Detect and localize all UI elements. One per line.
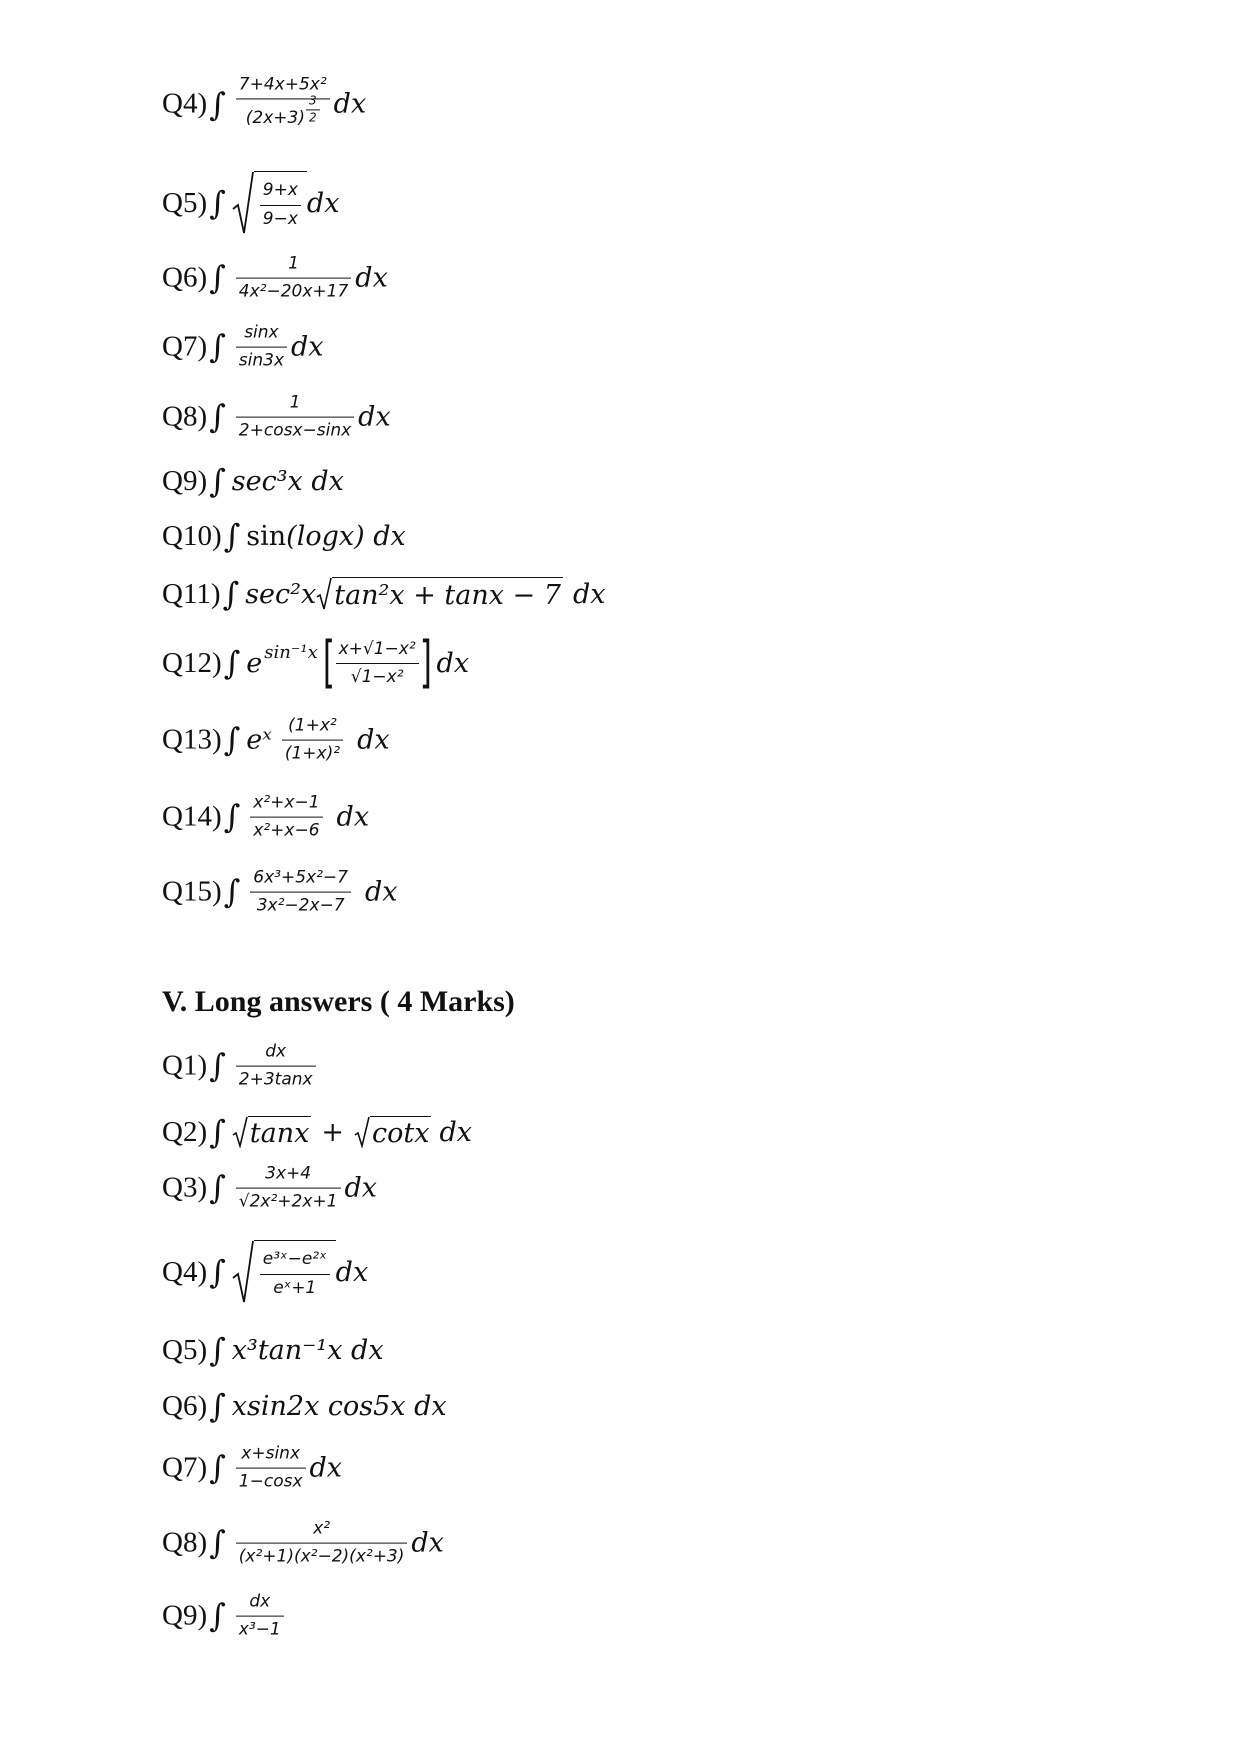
question-label: Q15) [162,875,222,908]
fraction [336,639,419,688]
numerator: x+sinx [241,1443,301,1464]
prefactor: sec²x [245,578,317,610]
numerator: 3x+4 [265,1163,312,1184]
long-question-q7 [162,1444,342,1493]
right-bracket: ] [419,630,432,695]
denominator: sin3x [238,351,285,371]
numerator: x²+x−1 [253,792,320,813]
question-q15 [162,868,397,917]
long-question-q2 [162,1113,472,1151]
integral-sign: ∫ [209,1597,226,1635]
integral-sign: ∫ [223,644,241,682]
question-q6 [162,254,388,303]
numerator: 9+x [262,180,298,201]
fraction [260,1249,330,1298]
fraction [236,254,352,303]
numerator: 6x³+5x²−7 [253,867,348,888]
question-q11 [162,577,605,611]
plus-sign: + [321,1116,344,1148]
denominator: 9−x [262,208,298,229]
prefactor: eˣ [246,724,272,756]
question-label: Q12) [162,646,222,679]
long-question-q8 [162,1519,444,1568]
question-q12 [162,630,470,695]
long-question-q5 [162,1331,384,1369]
denominator: 2+cosx−sinx [238,421,352,441]
radicand: cotx [371,1118,430,1149]
integral-sign: ∫ [223,517,241,555]
denominator: eˣ+1 [273,1277,317,1298]
dx: dx [436,647,470,679]
denominator: √2x²+2x+1 [238,1192,338,1212]
denominator: 1−cosx [238,1472,303,1492]
integral-sign: ∫ [209,1047,226,1085]
radical-sign-icon [316,577,332,611]
integral-sign: ∫ [209,1524,226,1562]
question-label: Q6) [162,261,208,294]
square-root [232,171,307,235]
question-label: Q6) [162,1389,208,1422]
dx: dx [358,401,391,433]
denominator-base: (2x+3) [245,108,305,129]
numerator: x+√1−x² [338,638,416,659]
denominator: x³−1 [238,1620,281,1640]
question-label: Q10) [162,519,222,552]
left-bracket: [ [322,630,335,695]
numerator: x² [313,1518,331,1539]
long-question-q3 [162,1164,377,1213]
question-q14 [162,793,369,842]
exponent-numerator: 3 [309,93,317,108]
long-question-q1 [162,1042,320,1091]
question-label: Q4) [162,1255,208,1288]
fraction [236,1444,306,1493]
question-label: Q9) [162,1599,208,1632]
square-root [232,1240,336,1304]
question-q10 [162,517,406,555]
dx: dx [335,1256,369,1288]
fraction [236,1592,284,1641]
dx: dx [291,331,324,363]
radicand: tanx [249,1118,310,1149]
integral-sign: ∫ [209,328,226,366]
numerator: 7+4x+5x² [238,74,327,95]
question-label: Q1) [162,1049,208,1082]
numerator: (1+x² [288,715,337,736]
integral-sign: ∫ [209,1253,226,1291]
dx: dx [333,88,367,120]
integrand: (logx) dx [286,520,406,552]
integral-sign: ∫ [223,798,241,836]
numerator: 1 [289,392,301,413]
fraction [236,1042,316,1091]
dx: dx [355,262,388,294]
fraction [236,74,330,133]
question-label: Q2) [162,1115,208,1148]
question-label: Q7) [162,1451,208,1484]
square-root [354,1116,431,1148]
question-label: Q5) [162,1333,208,1366]
integral-sign: ∫ [223,721,241,759]
question-label: Q5) [162,186,208,219]
question-label: Q9) [162,464,208,497]
exponent: sin⁻¹x [264,642,318,663]
dx: dx [336,801,370,833]
radical-sign-icon [354,1116,370,1148]
dx: dx [572,578,606,610]
question-q4 [162,74,366,133]
radical-sign-icon [232,1116,248,1148]
question-label: Q8) [162,1526,208,1559]
question-q5 [162,171,339,235]
dx: dx [364,876,398,908]
question-label: Q8) [162,400,208,433]
function-name: sin [246,520,287,552]
numerator: 1 [288,253,299,274]
radical-sign-icon [232,171,254,235]
integrand: x³tan⁻¹x dx [231,1334,384,1366]
radical-sign-icon [232,1240,254,1304]
integral-sign: ∫ [209,1331,226,1369]
integrand: sec³x dx [231,465,344,497]
denominator: 3x²−2x−7 [256,896,345,916]
denominator: (1+x)² [284,744,341,764]
dx: dx [309,1452,343,1484]
square-root [316,577,563,611]
question-label: Q3) [162,1171,208,1204]
integral-sign: ∫ [209,184,226,222]
fraction [282,716,343,765]
question-q7 [162,323,324,372]
numerator: e³ˣ−e²ˣ [262,1249,327,1270]
question-label: Q13) [162,723,222,756]
fraction [236,1164,341,1213]
long-question-q9 [162,1592,288,1641]
denominator: 4x²−20x+17 [238,282,349,302]
integral-sign: ∫ [209,1113,226,1151]
question-label: Q14) [162,800,222,833]
denominator: (x²+1)(x²−2)(x²+3) [238,1547,405,1567]
integral-sign: ∫ [209,1449,226,1487]
question-label: Q11) [162,577,221,610]
exponent-denominator: 2 [309,110,317,125]
integral-sign: ∫ [209,259,226,297]
integral-sign: ∫ [209,84,226,123]
integral-sign: ∫ [209,1387,226,1425]
fraction [250,868,351,917]
integral-sign: ∫ [223,873,241,911]
denominator: x²+x−6 [253,821,320,841]
fraction [260,180,301,229]
fraction [250,793,322,842]
dx: dx [306,187,340,219]
dx: dx [439,1116,472,1148]
square-root [232,1116,312,1148]
integral-sign: ∫ [209,462,226,500]
question-q9 [162,462,344,500]
fraction [236,393,354,442]
denominator: 2+3tanx [238,1070,313,1090]
question-label: Q4) [162,87,208,120]
section-heading: V. Long answers ( 4 Marks) [162,985,515,1018]
numerator: dx [249,1591,271,1612]
long-question-q4 [162,1240,368,1304]
denominator: √1−x² [350,667,404,687]
integral-sign: ∫ [222,575,240,613]
dx: dx [344,1172,378,1204]
question-q13 [162,716,390,765]
fraction [236,1519,408,1568]
dx: dx [357,724,390,756]
fraction [236,323,287,372]
integral-sign: ∫ [209,1169,226,1207]
exponent-fraction [306,94,320,125]
long-question-q6 [162,1387,447,1425]
question-label: Q7) [162,330,208,363]
dx: dx [411,1527,444,1559]
integral-sign: ∫ [209,398,226,436]
question-q8 [162,393,391,442]
integrand: xsin2x cos5x dx [231,1390,447,1422]
denominator [243,93,323,134]
numerator: dx [265,1041,287,1062]
numerator: sinx [244,322,279,343]
exponential-base: e [246,647,263,679]
radicand: tan²x + tanx − 7 [334,580,561,611]
